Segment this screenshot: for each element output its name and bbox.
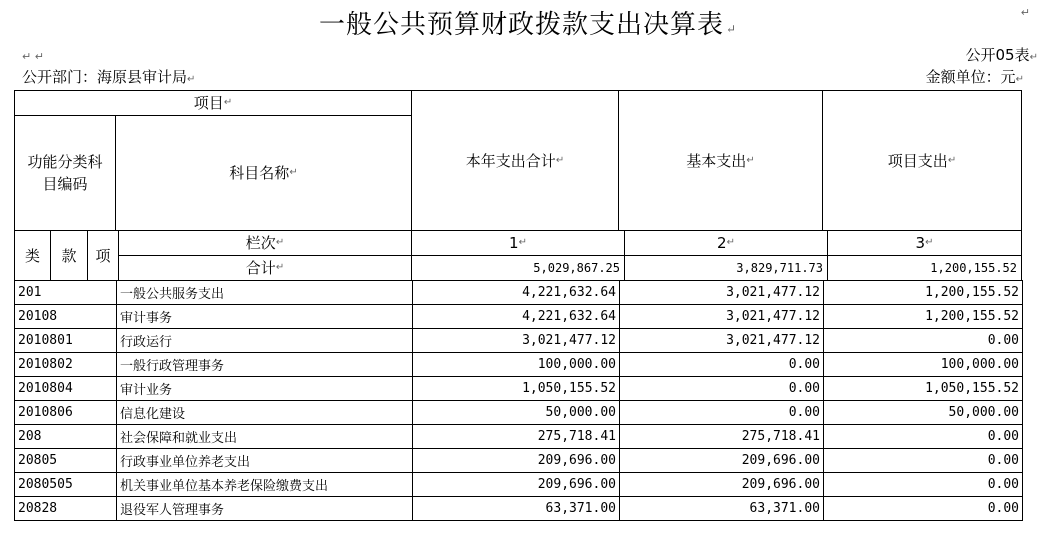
row-code: 2010801	[15, 329, 117, 353]
row-name: 一般行政管理事务	[117, 353, 413, 377]
col-number-2: 2 ↵	[624, 230, 828, 256]
row-basic: 209,696.00	[620, 449, 824, 473]
row-name: 一般公共服务支出	[117, 281, 413, 305]
row-project: 1,200,155.52	[824, 281, 1023, 305]
header-lanci: 栏次 ↵	[118, 230, 412, 256]
row-basic: 3,021,477.12	[620, 305, 824, 329]
row-total: 3,021,477.12	[413, 329, 620, 353]
row-basic: 3,021,477.12	[620, 329, 824, 353]
row-project: 0.00	[824, 497, 1023, 521]
form-number: 公开05表↵	[965, 46, 1038, 64]
total-label: 合计 ↵	[118, 255, 412, 281]
table-row	[15, 377, 1023, 401]
paragraph-mark: ↵ ↵	[22, 50, 44, 63]
row-name: 行政运行	[117, 329, 413, 353]
table-row	[15, 329, 1023, 353]
row-total: 63,371.00	[413, 497, 620, 521]
row-total: 275,718.41	[413, 425, 620, 449]
row-code: 208	[15, 425, 117, 449]
row-project: 1,050,155.52	[824, 377, 1023, 401]
row-basic: 0.00	[620, 353, 824, 377]
row-project: 50,000.00	[824, 401, 1023, 425]
col-number-1: 1 ↵	[411, 230, 625, 256]
row-project: 0.00	[824, 449, 1023, 473]
table-row	[15, 401, 1023, 425]
page-title: 一般公共预算财政拨款支出决算表 ↵	[318, 10, 738, 40]
row-total: 4,221,632.64	[413, 281, 620, 305]
total-amount: 5,029,867.25	[411, 255, 625, 281]
row-code: 2010804	[15, 377, 117, 401]
table-row	[15, 425, 1023, 449]
row-basic: 63,371.00	[620, 497, 824, 521]
row-code: 2010802	[15, 353, 117, 377]
row-name: 社会保障和就业支出	[117, 425, 413, 449]
header-project: 项目支出 ↵	[822, 90, 1022, 231]
table-row	[15, 353, 1023, 377]
row-total: 209,696.00	[413, 449, 620, 473]
header-xiang: 项	[87, 230, 119, 281]
table-row	[15, 497, 1023, 521]
header-item: 项目 ↵	[14, 90, 412, 116]
row-basic: 0.00	[620, 377, 824, 401]
table-row	[15, 473, 1023, 497]
data-rows	[14, 280, 1023, 521]
row-code: 20108	[15, 305, 117, 329]
row-total: 100,000.00	[413, 353, 620, 377]
header-basic: 基本支出 ↵	[618, 90, 823, 231]
row-total: 1,050,155.52	[413, 377, 620, 401]
row-name: 退役军人管理事务	[117, 497, 413, 521]
row-code: 2010806	[15, 401, 117, 425]
row-project: 0.00	[824, 329, 1023, 353]
row-project: 100,000.00	[824, 353, 1023, 377]
total-project: 1,200,155.52	[827, 255, 1022, 281]
row-code: 2080505	[15, 473, 117, 497]
row-name: 审计事务	[117, 305, 413, 329]
table-row	[15, 281, 1023, 305]
table-row	[15, 305, 1023, 329]
row-code: 20805	[15, 449, 117, 473]
row-name: 审计业务	[117, 377, 413, 401]
row-project: 0.00	[824, 473, 1023, 497]
col-number-3: 3 ↵	[827, 230, 1022, 256]
row-name: 机关事业单位基本养老保险缴费支出	[117, 473, 413, 497]
expenditure-table	[14, 90, 1022, 538]
row-basic: 0.00	[620, 401, 824, 425]
row-project: 1,200,155.52	[824, 305, 1023, 329]
row-basic: 3,021,477.12	[620, 281, 824, 305]
row-name: 信息化建设	[117, 401, 413, 425]
header-lei: 类	[14, 230, 51, 281]
row-basic: 209,696.00	[620, 473, 824, 497]
paragraph-mark: ↵	[1020, 6, 1030, 19]
row-basic: 275,718.41	[620, 425, 824, 449]
table-row	[15, 449, 1023, 473]
amount-unit-label: 金额单位：元↵	[925, 68, 1024, 86]
row-name: 行政事业单位养老支出	[117, 449, 413, 473]
row-code: 201	[15, 281, 117, 305]
row-total: 50,000.00	[413, 401, 620, 425]
header-kuan: 款	[50, 230, 88, 281]
row-code: 20828	[15, 497, 117, 521]
department-label: 公开部门：海原县审计局↵	[22, 68, 196, 86]
row-total: 4,221,632.64	[413, 305, 620, 329]
total-basic: 3,829,711.73	[624, 255, 828, 281]
row-project: 0.00	[824, 425, 1023, 449]
header-total: 本年支出合计 ↵	[411, 90, 619, 231]
header-subject-name: 科目名称 ↵	[115, 115, 412, 231]
header-func-code: 功能分类科目编码	[14, 115, 116, 231]
row-total: 209,696.00	[413, 473, 620, 497]
